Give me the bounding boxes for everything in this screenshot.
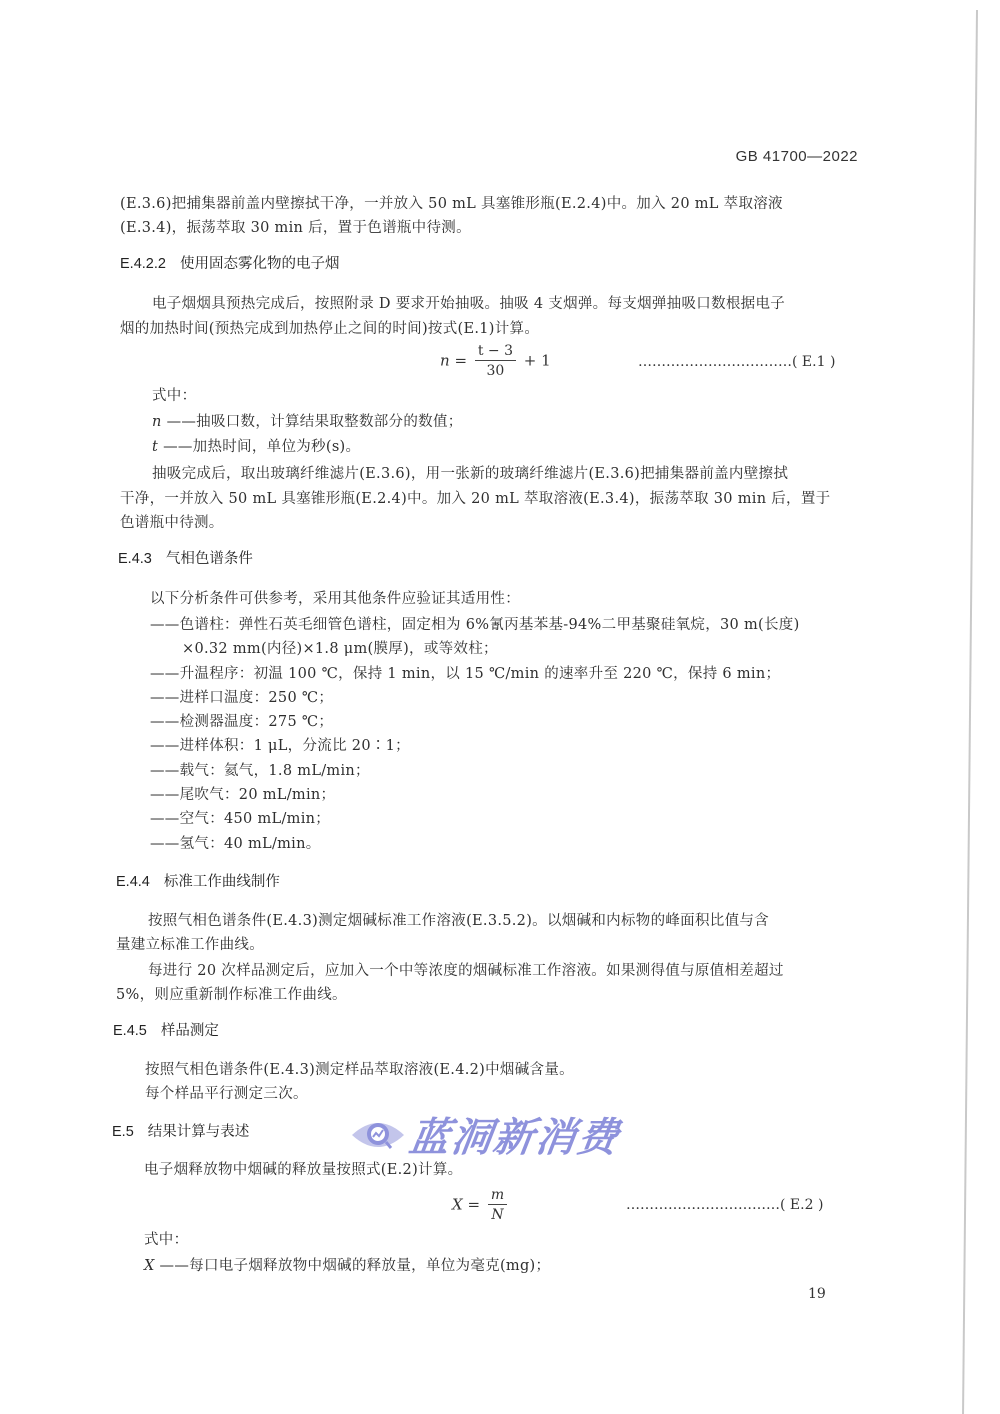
section-heading-e45 — [113, 1019, 219, 1040]
condition-item: ——升温程序：初温 100 ℃，保持 1 min，以 15 ℃/min 的速率升至 220 ℃，保持 6 min； — [150, 666, 781, 682]
paragraph-line: 色谱瓶中待测。 — [120, 515, 224, 531]
fraction-numerator: t − 3 — [475, 342, 516, 361]
watermark — [350, 1106, 623, 1163]
page-number: 19 — [808, 1286, 826, 1302]
fraction — [475, 342, 516, 381]
paragraph-line: 量建立标准工作曲线。 — [116, 937, 264, 953]
equation-label: ( E.2 ) — [780, 1197, 824, 1213]
condition-item: ×0.32 mm(内径)×1.8 μm(膜厚)，或等效柱； — [182, 641, 498, 657]
formula-lhs: n — [440, 351, 450, 370]
where-label: 式中： — [144, 1232, 189, 1248]
formula-e1 — [440, 342, 551, 381]
formula-equals: = — [467, 1195, 481, 1214]
paragraph-line: 按照气相色谱条件(E.4.3)测定样品萃取溶液(E.4.2)中烟碱含量。 — [145, 1062, 574, 1078]
formula-suffix: + 1 — [523, 351, 551, 370]
definition-text: ——每口电子烟释放物中烟碱的释放量，单位为毫克(mg)； — [159, 1258, 551, 1274]
definition-text: ——加热时间，单位为秒(s)。 — [163, 439, 361, 455]
equation-leader: …………………………… — [638, 354, 792, 370]
where-label: 式中： — [152, 388, 197, 404]
section-heading-e44 — [116, 870, 280, 891]
watermark-text: 蓝洞新消费 — [406, 1115, 623, 1161]
section-heading-e43 — [118, 547, 253, 568]
section-number: E.5 — [112, 1124, 134, 1140]
equation-label: ( E.1 ) — [792, 354, 836, 370]
section-heading-e5 — [112, 1120, 249, 1141]
standard-code: GB 41700—2022 — [735, 148, 858, 165]
section-title: 标准工作曲线制作 — [163, 874, 280, 890]
paragraph-line: 电子烟烟具预热完成后，按照附录 D 要求开始抽吸。抽吸 4 支烟弹。每支烟弹抽吸口数根据电子 — [152, 296, 786, 312]
formula-equals: = — [454, 351, 468, 370]
condition-item: ——尾吹气：20 mL/min； — [150, 787, 336, 803]
section-title: 样品测定 — [160, 1023, 219, 1039]
formula-e2 — [452, 1186, 510, 1225]
section-title: 使用固态雾化物的电子烟 — [179, 256, 340, 272]
equation-leader: …………………………… — [626, 1197, 780, 1213]
definition-symbol: t — [152, 439, 159, 455]
equation-number-e1 — [638, 354, 835, 370]
definition-item — [152, 435, 360, 456]
paragraph-line: 以下分析条件可供参考，采用其他条件应验证其适用性： — [150, 591, 520, 607]
condition-item: ——检测器温度：275 ℃； — [150, 714, 334, 730]
paragraph-line: 电子烟释放物中烟碱的释放量按照式(E.2)计算。 — [144, 1162, 463, 1178]
paragraph-line: 按照气相色谱条件(E.4.3)测定烟碱标准工作溶液(E.3.5.2)。以烟碱和内标物的峰面积比值与含 — [148, 913, 769, 929]
paragraph-line: 每进行 20 次样品测定后，应加入一个中等浓度的烟碱标准工作溶液。如果测得值与原值相差超过 — [148, 963, 784, 979]
section-number: E.4.5 — [113, 1023, 147, 1039]
section-heading-e422 — [120, 252, 339, 273]
section-title: 结果计算与表述 — [147, 1124, 250, 1140]
page-edge-line — [962, 10, 978, 1414]
condition-item: ——进样口温度：250 ℃； — [150, 690, 334, 706]
condition-item: ——色谱柱：弹性石英毛细管色谱柱，固定相为 6%氰丙基苯基-94%二甲基聚硅氧烷，30 m(长度) — [150, 617, 800, 633]
definition-symbol: X — [144, 1258, 155, 1274]
paragraph-line: (E.3.4)，振荡萃取 30 min 后，置于色谱瓶中待测。 — [120, 220, 471, 236]
fraction-denominator: N — [491, 1207, 504, 1223]
eye-magnifier-icon — [350, 1115, 398, 1155]
formula-lhs: X — [452, 1195, 463, 1214]
paragraph-line: 每个样品平行测定三次。 — [145, 1086, 308, 1102]
paragraph-line: 干净，一并放入 50 mL 具塞锥形瓶(E.2.4)中。加入 20 mL 萃取溶液(E.3.4)，振荡萃取 30 min 后，置于 — [120, 491, 831, 507]
paragraph-line: 抽吸完成后，取出玻璃纤维滤片(E.3.6)，用一张新的玻璃纤维滤片(E.3.6)把捕集器前盖内壁擦拭 — [152, 466, 789, 482]
fraction — [488, 1186, 507, 1225]
definition-item — [152, 410, 463, 431]
section-number: E.4.3 — [118, 551, 152, 567]
paragraph-line: 烟的加热时间(预热完成到加热停止之间的时间)按式(E.1)计算。 — [120, 321, 540, 337]
definition-symbol: n — [152, 414, 162, 430]
condition-item: ——进样体积：1 μL，分流比 20∶1； — [150, 738, 410, 754]
fraction-numerator: m — [488, 1186, 507, 1205]
condition-item: ——载气：氦气，1.8 mL/min； — [150, 763, 370, 779]
definition-text: ——抽吸口数，计算结果取整数部分的数值； — [166, 414, 463, 430]
section-number: E.4.2.2 — [120, 256, 166, 272]
condition-item: ——空气：450 mL/min； — [150, 811, 331, 827]
fraction-denominator: 30 — [486, 363, 505, 379]
paragraph-line: (E.3.6)把捕集器前盖内壁擦拭干净，一并放入 50 mL 具塞锥形瓶(E.2.4)中。加入 20 mL 萃取溶液 — [120, 196, 783, 212]
section-title: 气相色谱条件 — [165, 551, 253, 567]
equation-number-e2 — [626, 1197, 823, 1213]
definition-item — [144, 1254, 550, 1275]
paragraph-line: 5%，则应重新制作标准工作曲线。 — [116, 987, 347, 1003]
section-number: E.4.4 — [116, 874, 150, 890]
condition-item: ——氢气：40 mL/min。 — [150, 836, 321, 852]
